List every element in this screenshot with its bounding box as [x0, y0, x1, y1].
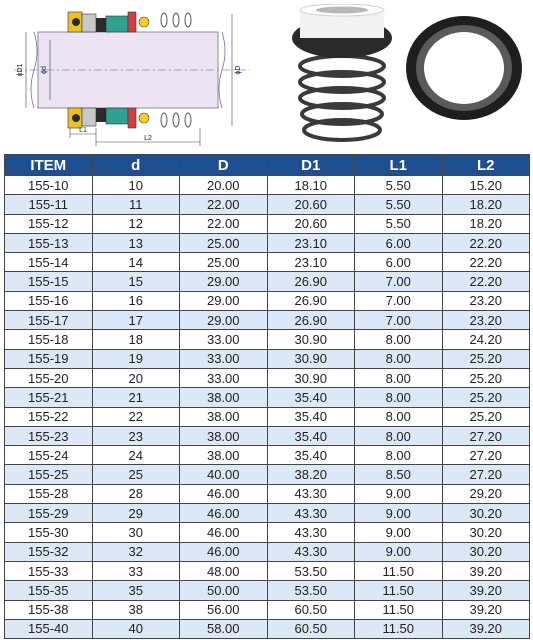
table-cell: 11.50 [355, 619, 443, 638]
label-D1: ϕD1 [17, 63, 24, 77]
table-cell: 35.40 [267, 407, 355, 426]
table-cell: 8.00 [355, 349, 443, 368]
table-row [5, 291, 530, 310]
table-cell: 48.00 [180, 561, 268, 580]
table-cell: 8.00 [355, 368, 443, 387]
table-cell: 58.00 [180, 619, 268, 638]
table-cell: 24 [92, 446, 180, 465]
table-row [5, 195, 530, 214]
table-cell: 9.00 [355, 484, 443, 503]
table-cell: 33.00 [180, 368, 268, 387]
table-cell: 38.00 [180, 388, 268, 407]
table-cell: 46.00 [180, 542, 268, 561]
table-cell: 40.00 [180, 465, 268, 484]
table-row [5, 446, 530, 465]
table-cell: 43.30 [267, 542, 355, 561]
table-cell: 5.50 [355, 176, 443, 195]
table-cell: 25.00 [180, 253, 268, 272]
table-cell: 25 [92, 465, 180, 484]
table-row [5, 388, 530, 407]
table-cell: 7.00 [355, 272, 443, 291]
table-cell: 5.50 [355, 195, 443, 214]
table-cell: 32 [92, 542, 180, 561]
table-row [5, 368, 530, 387]
table-cell: 17 [92, 311, 180, 330]
table-cell: 38 [92, 600, 180, 619]
table-cell: 155-33 [5, 561, 93, 580]
table-cell: 16 [92, 291, 180, 310]
table-cell: 29.00 [180, 272, 268, 291]
seal-dimension-table [4, 154, 530, 639]
table-cell: 27.20 [442, 426, 530, 445]
table-cell: 155-17 [5, 311, 93, 330]
table-cell: 43.30 [267, 484, 355, 503]
table-cell: 29.00 [180, 291, 268, 310]
table-cell: 25.00 [180, 233, 268, 252]
table-cell: 56.00 [180, 600, 268, 619]
table-cell: 9.00 [355, 504, 443, 523]
table-cell: 5.50 [355, 214, 443, 233]
table-cell: 19 [92, 349, 180, 368]
table-cell: 6.00 [355, 253, 443, 272]
table-cell: 22.20 [442, 272, 530, 291]
table-cell: 6.00 [355, 233, 443, 252]
table-cell: 23 [92, 426, 180, 445]
table-cell: 13 [92, 233, 180, 252]
table-row [5, 349, 530, 368]
table-cell: 40 [92, 619, 180, 638]
table-cell: 22.00 [180, 214, 268, 233]
table-row [5, 407, 530, 426]
table-row [5, 619, 530, 638]
spring-shape [300, 56, 384, 140]
table-cell: 8.00 [355, 407, 443, 426]
table-cell: 30.20 [442, 504, 530, 523]
column-header: d [92, 155, 180, 176]
column-header: ITEM [5, 155, 93, 176]
table-cell: 8.50 [355, 465, 443, 484]
table-cell: 20.00 [180, 176, 268, 195]
table-cell: 38.00 [180, 446, 268, 465]
table-cell: 53.50 [267, 561, 355, 580]
label-L2: L2 [144, 135, 152, 142]
table-row [5, 504, 530, 523]
seal-product-photo [282, 4, 528, 146]
table-cell: 23.20 [442, 291, 530, 310]
table-row [5, 542, 530, 561]
table-row [5, 214, 530, 233]
table-cell: 39.20 [442, 561, 530, 580]
table-cell: 155-16 [5, 291, 93, 310]
table-row [5, 581, 530, 600]
table-cell: 38.00 [180, 407, 268, 426]
table-cell: 23.20 [442, 311, 530, 330]
table-cell: 155-28 [5, 484, 93, 503]
table-cell: 35.40 [267, 388, 355, 407]
column-header: L2 [442, 155, 530, 176]
table-cell: 25.20 [442, 349, 530, 368]
table-row [5, 253, 530, 272]
seal-cross-section-drawing [4, 4, 258, 146]
table-cell: 35.40 [267, 446, 355, 465]
table-cell: 29 [92, 504, 180, 523]
table-cell: 18.20 [442, 214, 530, 233]
table-cell: 21 [92, 388, 180, 407]
table-cell: 26.90 [267, 311, 355, 330]
table-cell: 26.90 [267, 291, 355, 310]
table-cell: 8.00 [355, 446, 443, 465]
table-cell: 20.60 [267, 214, 355, 233]
table-cell: 46.00 [180, 523, 268, 542]
table-cell: 33 [92, 561, 180, 580]
table-cell: 22.00 [180, 195, 268, 214]
table-cell: 43.30 [267, 504, 355, 523]
table-cell: 155-19 [5, 349, 93, 368]
table-cell: 12 [92, 214, 180, 233]
table-cell: 29.20 [442, 484, 530, 503]
column-header: L1 [355, 155, 443, 176]
header-illustrations [0, 0, 533, 152]
table-cell: 60.50 [267, 600, 355, 619]
table-cell: 30.90 [267, 368, 355, 387]
table-cell: 35.40 [267, 426, 355, 445]
table-cell: 38.00 [180, 426, 268, 445]
table-row [5, 600, 530, 619]
table-cell: 15 [92, 272, 180, 291]
table-cell: 35 [92, 581, 180, 600]
table-cell: 28 [92, 484, 180, 503]
table-cell: 46.00 [180, 504, 268, 523]
table-cell: 155-14 [5, 253, 93, 272]
table-cell: 30.20 [442, 523, 530, 542]
table-cell: 20 [92, 368, 180, 387]
table-cell: 39.20 [442, 600, 530, 619]
table-row [5, 465, 530, 484]
table-cell: 50.00 [180, 581, 268, 600]
table-cell: 20.60 [267, 195, 355, 214]
table-cell: 155-18 [5, 330, 93, 349]
column-header: D1 [267, 155, 355, 176]
table-cell: 25.20 [442, 407, 530, 426]
table-row [5, 330, 530, 349]
table-cell: 11.50 [355, 600, 443, 619]
table-cell: 155-32 [5, 542, 93, 561]
table-cell: 24.20 [442, 330, 530, 349]
table-cell: 33.00 [180, 349, 268, 368]
table-cell: 23.10 [267, 253, 355, 272]
table-cell: 22.20 [442, 233, 530, 252]
table-cell: 25.20 [442, 388, 530, 407]
column-header: D [180, 155, 268, 176]
lower-seal-parts [68, 108, 191, 128]
table-cell: 18.20 [442, 195, 530, 214]
table-body [5, 176, 530, 639]
table-cell: 30 [92, 523, 180, 542]
table-cell: 27.20 [442, 446, 530, 465]
table-cell: 10 [92, 176, 180, 195]
table-row [5, 272, 530, 291]
table-cell: 155-10 [5, 176, 93, 195]
table-cell: 22.20 [442, 253, 530, 272]
table-cell: 22 [92, 407, 180, 426]
table-cell: 30.90 [267, 349, 355, 368]
table-cell: 11 [92, 195, 180, 214]
table-cell: 23.10 [267, 233, 355, 252]
label-d: ϕd [41, 66, 48, 74]
table-cell: 15.20 [442, 176, 530, 195]
table-cell: 25.20 [442, 368, 530, 387]
table-cell: 155-35 [5, 581, 93, 600]
table-row [5, 484, 530, 503]
table-cell: 30.20 [442, 542, 530, 561]
table-cell: 8.00 [355, 426, 443, 445]
table-cell: 155-23 [5, 426, 93, 445]
table-cell: 155-22 [5, 407, 93, 426]
table-cell: 14 [92, 253, 180, 272]
table-cell: 43.30 [267, 523, 355, 542]
table-cell: 39.20 [442, 581, 530, 600]
table-cell: 7.00 [355, 291, 443, 310]
table-cell: 155-25 [5, 465, 93, 484]
table-cell: 155-21 [5, 388, 93, 407]
table-cell: 38.20 [267, 465, 355, 484]
table-cell: 155-13 [5, 233, 93, 252]
table-cell: 155-15 [5, 272, 93, 291]
table-header-row [5, 155, 530, 176]
table-cell: 7.00 [355, 311, 443, 330]
table-cell: 8.00 [355, 330, 443, 349]
table-cell: 8.00 [355, 388, 443, 407]
table-cell: 29.00 [180, 311, 268, 330]
table-cell: 155-29 [5, 504, 93, 523]
table-cell: 9.00 [355, 542, 443, 561]
table-row [5, 176, 530, 195]
table-row [5, 426, 530, 445]
table-cell: 18.10 [267, 176, 355, 195]
table-cell: 9.00 [355, 523, 443, 542]
table-cell: 27.20 [442, 465, 530, 484]
table-cell: 155-40 [5, 619, 93, 638]
table-cell: 155-12 [5, 214, 93, 233]
table-cell: 155-24 [5, 446, 93, 465]
table-cell: 26.90 [267, 272, 355, 291]
table-cell: 46.00 [180, 484, 268, 503]
table-row [5, 233, 530, 252]
table-cell: 155-20 [5, 368, 93, 387]
label-L1: L1 [79, 127, 87, 134]
table-row [5, 561, 530, 580]
table-cell: 11.50 [355, 561, 443, 580]
upper-seal-parts [68, 12, 191, 32]
table-cell: 11.50 [355, 581, 443, 600]
table-cell: 33.00 [180, 330, 268, 349]
table-cell: 18 [92, 330, 180, 349]
table-row [5, 311, 530, 330]
table-row [5, 523, 530, 542]
table-cell: 155-11 [5, 195, 93, 214]
table-cell: 39.20 [442, 619, 530, 638]
table-cell: 155-30 [5, 523, 93, 542]
table-cell: 53.50 [267, 581, 355, 600]
table-cell: 60.50 [267, 619, 355, 638]
table-cell: 30.90 [267, 330, 355, 349]
label-D: ϕD [235, 65, 242, 75]
table-cell: 155-38 [5, 600, 93, 619]
